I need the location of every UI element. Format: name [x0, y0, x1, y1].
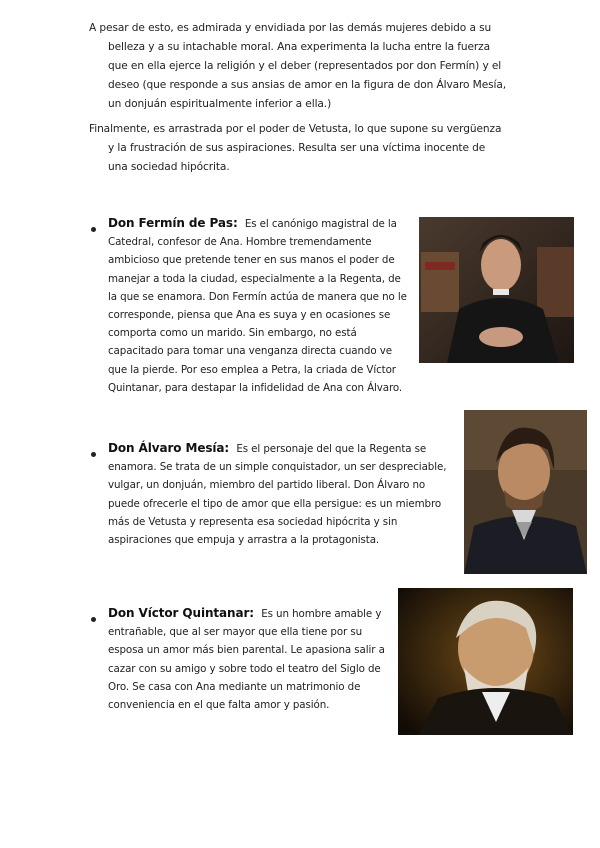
- alvaro-photo: [464, 410, 587, 574]
- character-name: Don Víctor Quintanar:: [108, 606, 255, 620]
- character-text: Es el personaje del que la Regenta se enamora. Se trata de un simple conquistador, un ser despreciable, vulgar, un donjuán, miembro del partido liberal. Don Álvaro no puede ofrecerle el tipo de amor que ella persigue: es un miembro más de Vetusta y representa esa sociedad hipócrita y sin aspiraciones que empuja y arrastra a la protagonista.: [108, 443, 447, 547]
- bullet-icon: [91, 617, 96, 622]
- intro-paragraph-2: Finalmente, es arrastrada por el poder de Vetusta, lo que supone su vergüenza y la frustración de sus aspiraciones. Resulta ser una víctima inocente de una sociedad hipócrita.: [89, 123, 502, 173]
- fermin-photo: [419, 217, 574, 363]
- bullet-icon: [91, 452, 96, 457]
- bullet-icon: [91, 227, 96, 232]
- character-name: Don Fermín de Pas:: [108, 216, 238, 230]
- character-description: [108, 214, 410, 397]
- character-description: [108, 439, 450, 549]
- character-name: Don Álvaro Mesía:: [108, 441, 230, 455]
- character-text: Es el canónigo magistral de la Catedral, confesor de Ana. Hombre tremendamente ambicioso que pretende tener en sus manos el poder de manejar a toda la ciudad, especialmente a la Regenta, de la que se enamora. Don Fermín actúa de manera que no le corresponde, piensa que Ana es suya y en ocasiones se comporta como un marido. Sin embargo, no está capacitado para tomar una venganza directa cuando ve que la pierde. Por eso emplea a Petra, la criada de Víctor Quintanar, para destapar la infidelidad de Ana con Álvaro.: [108, 218, 407, 394]
- victor-photo: [398, 588, 573, 735]
- intro-paragraph-1: A pesar de esto, es admirada y envidiada por las demás mujeres debido a su belleza y a su intachable moral. Ana experimenta la lucha entre la fuerza que en ella ejerce la religión y el deber (representados por don Fermín) y el deseo (que responde a sus ansias de amor en la figura de don Álvaro Mesía, un donjuán espiritualmente inferior a ella.): [89, 22, 507, 110]
- character-description: [108, 604, 396, 714]
- character-text: Es un hombre amable y entrañable, que al ser mayor que ella tiene por su esposa un amor más bien parental. Le apasiona salir a cazar con su amigo y sobre todo el teatro del Siglo de Oro. Se casa con Ana mediante un matrimonio de conveniencia en el que falta amor y pasión.: [108, 608, 385, 712]
